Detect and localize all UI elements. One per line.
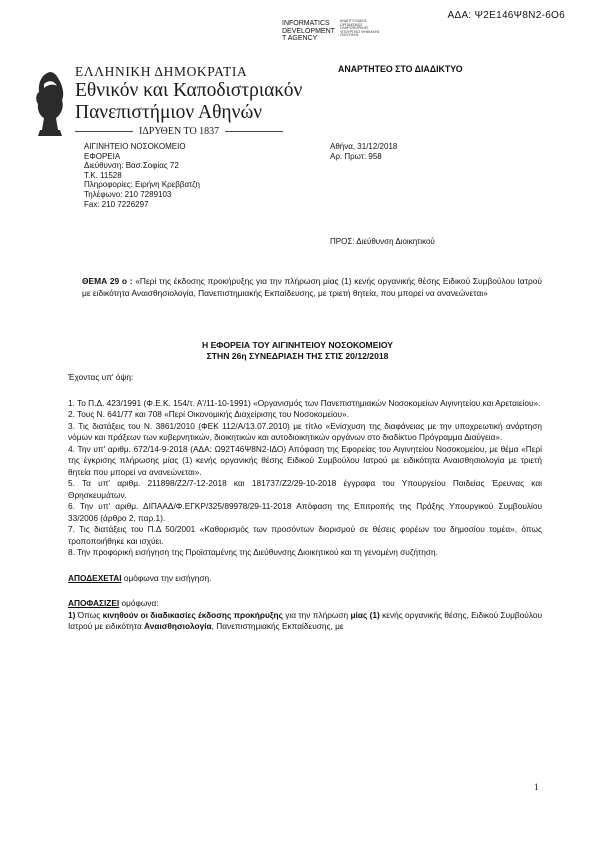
document-date: Αθήνα, 31/12/2018 bbox=[330, 142, 398, 151]
decides-text: ομόφωνα: bbox=[119, 598, 159, 608]
sender-line: ΕΦΟΡΕΙΑ bbox=[84, 151, 121, 161]
university-letterhead bbox=[75, 64, 302, 137]
recipient: ΠΡΟΣ: Διεύθυνση Διοικητικού bbox=[330, 237, 435, 246]
agency-line: T AGENCY bbox=[282, 35, 318, 43]
athena-head-logo-icon bbox=[30, 70, 70, 138]
agency-tiny-line: ΥΠΟΥΡΓΕΙΟ ΨΗΦΙΑΚΗΣ bbox=[340, 29, 380, 34]
republic-title: ΕΛΛΗΝΙΚΗ ΔΗΜΟΚΡΑΤΙΑ bbox=[75, 64, 248, 79]
page-number: 1 bbox=[534, 782, 539, 792]
considering-item: 1. Το Π.Δ. 423/1991 (Φ.Ε.Κ. 154/τ. Α'/11-10-1991) «Οργανισμός των Πανεπιστημιακών Νοσοκομείων Αιγινητείου και Αρεταιείου». bbox=[68, 397, 541, 408]
decides-paragraph bbox=[68, 598, 542, 610]
sender-line: Τηλέφωνο: 210 7289103 bbox=[84, 189, 172, 199]
considering-item: 8. Την προφορική εισήγηση της Προϊσταμένης της Διεύθυνσης Διοικητικού και τη γενομένη συζήτηση. bbox=[68, 547, 438, 557]
date-block bbox=[330, 142, 397, 161]
rule-right bbox=[225, 131, 283, 132]
agency-tiny-line: ΠΛΗΡΟΦΟΡΙΚΗΣ bbox=[340, 26, 369, 31]
agency-tiny-line: ΠΟΛΙΤΙΚΗΣ bbox=[340, 33, 359, 38]
decision-bold: Αναισθησιολογία bbox=[144, 621, 212, 631]
session-heading bbox=[0, 340, 595, 361]
intro-text: Έχοντας υπ' όψη: bbox=[68, 372, 134, 382]
heading-line1: Η ΕΦΟΡΕΙΑ ΤΟΥ ΑΙΓΙΝΗΤΕΙΟΥ ΝΟΣΟΚΟΜΕΙΟΥ bbox=[201, 340, 394, 350]
agency-tiny-line: ΑΝΑΠΤΥΞΙΑΚΟΣ bbox=[340, 19, 367, 23]
published-label: ΑΝΑΡΤΗΤΕΟ ΣΤΟ ΔΙΑΔΙΚΤΥΟ bbox=[338, 64, 463, 74]
accepts-text: ομόφωνα την εισήγηση. bbox=[121, 572, 212, 583]
decides-label: ΑΠΟΦΑΣΙΖΕΙ bbox=[68, 598, 120, 608]
founded-line bbox=[75, 126, 302, 137]
university-name-line2: Πανεπιστήμιον Αθηνών bbox=[75, 102, 263, 123]
protocol-number: Αρ. Πρωτ: 958 bbox=[330, 151, 382, 161]
agency-tiny-line: ΟΡΓΑΝΙΣΜΟΣ bbox=[340, 22, 363, 27]
sender-line: Τ.Κ. 11528 bbox=[84, 170, 122, 180]
sender-line: ΑΙΓΙΝΗΤΕΙΟ ΝΟΣΟΚΟΜΕΙΟ bbox=[84, 142, 186, 151]
ada-code: ΑΔΑ: Ψ2Ε146Ψ8Ν2-6Ο6 bbox=[447, 10, 565, 21]
subject-block bbox=[82, 276, 542, 299]
considering-item: 2. Τους Ν. 641/77 και 708 «Περί Οικονομικής Διαχείρισης του Νοσοκομείου». bbox=[68, 409, 349, 419]
informatics-agency-stamp bbox=[282, 20, 380, 43]
decision-number: 1) bbox=[68, 609, 76, 620]
rule-left bbox=[75, 131, 133, 132]
considering-item: 7. Τις διατάξεις του Π.Δ 50/2001 «Καθορισμός των προσόντων διορισμού σε θέσεις φορέων του δημοσίου τομέα», όπως τροποποιήθηκε και ισχύει. bbox=[68, 524, 542, 546]
decision-bold: κινηθούν οι διαδικασίες έκδοσης προκήρυξης bbox=[102, 609, 283, 620]
accepts-paragraph bbox=[68, 573, 542, 585]
sender-block bbox=[84, 142, 200, 209]
document-body bbox=[68, 372, 542, 633]
sender-line: Πληροφορίες: Ειρήνη Κρεββατζη bbox=[84, 180, 201, 190]
decision-bold: μίας (1) bbox=[350, 609, 380, 620]
agency-line: INFORMATICS bbox=[282, 20, 330, 27]
decision-text: Όπως bbox=[75, 609, 103, 620]
decision-text: κενής οργανικής θέσης, Ειδικού Συμβούλου Ιατρού με ειδικότητα bbox=[68, 609, 543, 631]
founded-text: ΙΔΡΥΘΕΝ ΤΟ 1837 bbox=[139, 126, 220, 137]
considering-item: 4. Την υπ' αριθμ. 672/14-9-2018 (ΑΔΑ: Ω92Τ46Ψ8Ν2-ΙΔΟ) Απόφαση της Εφορείας του Αιγινητείου Νοσοκομείου, με θέμα «Περί της έγκρισης πλήρωσης μίας (1) κενής οργανικής θέσης Ειδικού Συμβούλου Ιατρού με ειδικότητα Αναισθησιολογία με τριετή θητεία που μπορεί να ανανεώνεται». bbox=[68, 443, 542, 477]
heading-line2: ΣΤΗΝ 26η ΣΥΝΕΔΡΙΑΣΗ ΤΗΣ ΣΤΙΣ 20/12/2018 bbox=[206, 350, 389, 361]
sender-line: Fax: 210 7226297 bbox=[84, 199, 149, 209]
accepts-label: ΑΠΟΔΕΧΕΤΑΙ bbox=[68, 572, 122, 583]
decision-item bbox=[68, 610, 542, 633]
considering-item: 5. Τα υπ' αριθμ. 211898/Ζ2/7-12-2018 και 181737/Ζ2/29-10-2018 έγγραφα του Υπουργείου Παιδείας Έρευνας και Θρησκευμάτων. bbox=[68, 478, 542, 500]
subject-lead: ΘΕΜΑ 29 ο : bbox=[82, 276, 133, 286]
university-name-line1: Εθνικόν και Καποδιστριακόν bbox=[75, 80, 303, 101]
sender-line: Διεύθυνση: Βασ.Σοφίας 72 bbox=[84, 161, 179, 171]
decision-text: για την πλήρωση bbox=[282, 609, 351, 620]
considering-item: 3. Τις διατάξεις του Ν. 3861/2010 (ΦΕΚ 112/Α/13.07.2010) με τίτλο «Ενίσχυση της διαφάνειας με την υποχρεωτική ανάρτηση νόμων και πράξεων των κυβερνητικών, διοικητικών και αυτοδιοικητικών οργάνων στο διαδίκτυο Πρόγραμμα Διαύγεια». bbox=[68, 420, 542, 442]
considering-item: 6. Την υπ' αριθμ. ΔΙΠΑΑΔ/Φ.ΕΓΚΡ/325/89978/29-11-2018 Απόφαση της Επιτροπής της Πράξης Υπουργικού Συμβουλίου 33/2006 (άρθρο 2, παρ.1). bbox=[68, 501, 542, 523]
decision-text: , Πανεπιστημιακής Εκπαίδευσης, με bbox=[211, 621, 344, 631]
agency-line: DEVELOPMENT bbox=[282, 27, 335, 35]
subject-text: «Περί της έκδοσης προκήρυξης για την πλήρωση μίας (1) κενής οργανικής θέσης Ειδικού Συμβούλου Ιατρού με ειδικότητα Αναισθησιολογία, Πανεπιστημιακής Εκπαίδευσης, με τριετή θητεία, που μπορεί να ανανεώνεται» bbox=[82, 276, 543, 298]
